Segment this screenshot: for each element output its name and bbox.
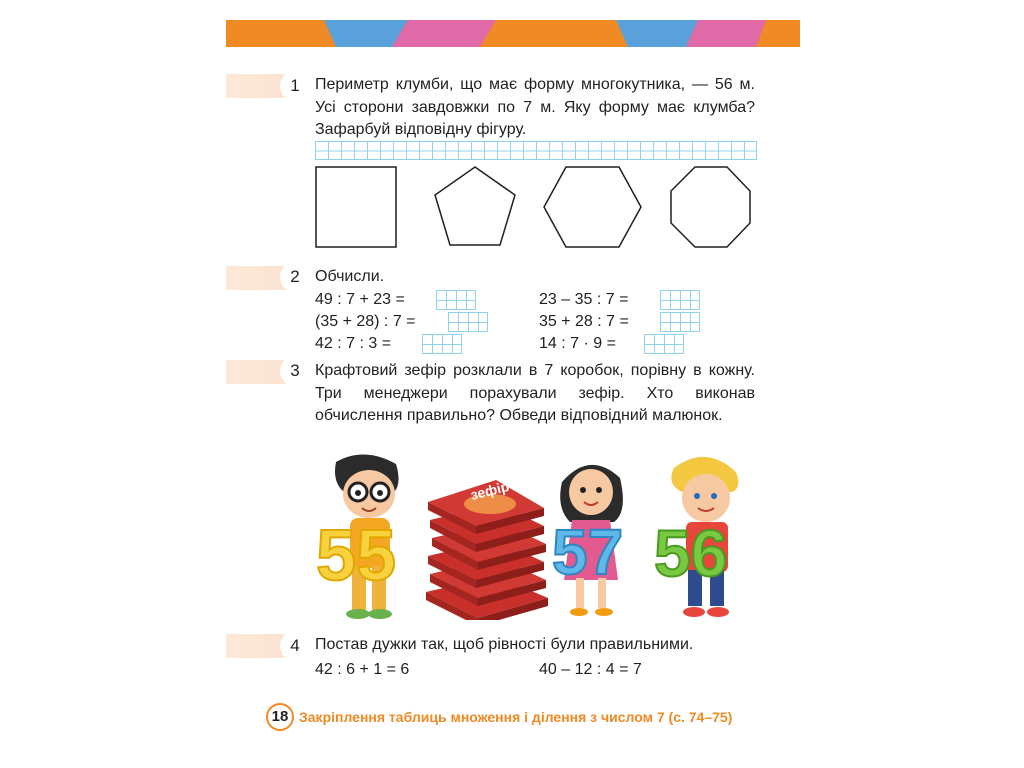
task-2-right-eq-2: 35 + 28 : 7 = bbox=[539, 313, 629, 330]
blond-boy-number: 56 bbox=[654, 516, 728, 590]
blond-boy-with-56-picture[interactable] bbox=[650, 452, 754, 620]
task-4-text: Постав дужки так, щоб рівності були правильними. bbox=[315, 636, 694, 653]
header-stripe bbox=[226, 20, 800, 47]
task-3-text: Крафтовий зефір розклали в 7 коробок, порівну в кожну. Три менеджери порахували зефір. Хто виконав обчислення правильно? Обведи відповідний малюнок. bbox=[315, 362, 755, 424]
task-2-left-eq-1: 49 : 7 + 23 = bbox=[315, 291, 405, 308]
task-4-number: 4 bbox=[280, 631, 310, 661]
page-number: 18 bbox=[266, 703, 294, 731]
answer-cells[interactable] bbox=[422, 334, 462, 354]
task-4-eq-right: 40 – 12 : 4 = 7 bbox=[539, 661, 642, 678]
hexagon-shape[interactable] bbox=[544, 167, 641, 247]
workbook-page bbox=[226, 20, 800, 750]
task-2-left-eq-2: (35 + 28) : 7 = bbox=[315, 313, 416, 330]
boy-number: 55 bbox=[316, 516, 397, 596]
girl-number: 57 bbox=[552, 516, 624, 588]
boy-with-55-picture[interactable] bbox=[314, 452, 414, 620]
task-1-shapes bbox=[314, 165, 760, 253]
task-2-text: Обчисли. bbox=[315, 268, 385, 285]
girl-with-57-picture[interactable] bbox=[552, 452, 654, 620]
task-2-left-eq-3: 42 : 7 : 3 = bbox=[315, 335, 392, 352]
task-4-eq-left: 42 : 6 + 1 = 6 bbox=[315, 661, 410, 678]
task-2-number: 2 bbox=[280, 262, 310, 292]
task-3-number: 3 bbox=[280, 356, 310, 386]
answer-cells[interactable] bbox=[436, 290, 476, 310]
answer-cells[interactable] bbox=[660, 312, 700, 332]
answer-cells[interactable] bbox=[660, 290, 700, 310]
task-1-text: Периметр клумби, що має форму многокутника, — 56 м. Усі сторони завдовжки по 7 м. Яку форму має клумба? Зафарбуй відповідну фігуру. bbox=[315, 76, 755, 138]
page-footer bbox=[266, 704, 732, 730]
pentagon-shape[interactable] bbox=[435, 167, 515, 245]
task-1-answer-grid[interactable] bbox=[315, 141, 757, 160]
answer-cells[interactable] bbox=[448, 312, 488, 332]
answer-cells[interactable] bbox=[644, 334, 684, 354]
task-2-right-eq-1: 23 – 35 : 7 = bbox=[539, 291, 629, 308]
box-label: зефір bbox=[468, 477, 511, 503]
marshmallow-boxes-picture bbox=[426, 478, 548, 620]
octagon-shape[interactable] bbox=[671, 167, 750, 247]
task-1-number: 1 bbox=[280, 71, 310, 101]
footer-topic: Закріплення таблиць множення і ділення з числом 7 (с. 74–75) bbox=[299, 709, 733, 725]
square-shape[interactable] bbox=[316, 167, 396, 247]
task-2-right-eq-3: 14 : 7 · 9 = bbox=[539, 335, 616, 352]
task-3-illustration bbox=[314, 452, 754, 620]
